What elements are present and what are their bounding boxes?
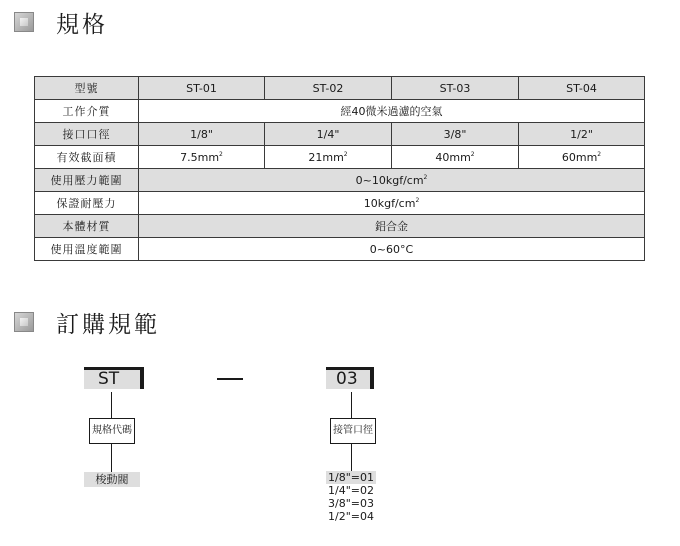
connector-line [351, 392, 352, 418]
table-header-row [35, 77, 645, 100]
header-st01: ST-01 [139, 77, 265, 100]
port-value: 1/8" [139, 123, 265, 146]
row-label-pressure-range: 使用壓力範圍 [35, 169, 139, 192]
port-value: 1/2" [519, 123, 645, 146]
row-label-area: 有效截面積 [35, 146, 139, 169]
spec-section-title: 規格 [56, 12, 108, 38]
row-label-proof-pressure: 保證耐壓力 [35, 192, 139, 215]
proof-pressure-value: $10kgf/cm^2$ [139, 192, 645, 215]
temp-range-value: 0~60°C [139, 238, 645, 261]
row-label-material: 本體材質 [35, 215, 139, 238]
medium-value: 經40微米過濾的空氣 [139, 100, 645, 123]
port-value: 1/4" [265, 123, 392, 146]
list-item: 3/8"=03 [328, 497, 374, 510]
table-row [35, 215, 645, 238]
port-value: 3/8" [392, 123, 519, 146]
separator-dash [217, 378, 243, 380]
connector-line [111, 444, 112, 472]
header-st03: ST-03 [392, 77, 519, 100]
section-square-icon [14, 12, 34, 32]
header-st04: ST-04 [519, 77, 645, 100]
table-row [35, 100, 645, 123]
list-item: 1/2"=04 [328, 510, 374, 523]
label-box-spec-code: 規格代碼 [89, 418, 135, 444]
table-row [35, 123, 645, 146]
spec-table [34, 76, 645, 261]
table-row [35, 238, 645, 261]
table-row [35, 169, 645, 192]
section-square-icon [14, 312, 34, 332]
code-box-port: 03 [326, 367, 374, 389]
area-value: $40mm^2$ [392, 146, 519, 169]
connector-line [351, 444, 352, 472]
header-model: 型號 [35, 77, 139, 100]
row-label-temp-range: 使用溫度範圍 [35, 238, 139, 261]
label-box-port-size: 接管口徑 [330, 418, 376, 444]
pressure-range-value: $0\sim 10kgf/cm^2$ [139, 169, 645, 192]
order-section-title: 訂購規範 [56, 312, 160, 338]
list-item: 1/8"=01 [328, 471, 374, 484]
area-value: $7.5mm^2$ [139, 146, 265, 169]
port-options-list [328, 471, 376, 523]
table-row [35, 146, 645, 169]
connector-line [111, 392, 112, 418]
row-label-port: 接口口徑 [35, 123, 139, 146]
table-row [35, 192, 645, 215]
area-value: $21mm^2$ [265, 146, 392, 169]
row-label-medium: 工作介質 [35, 100, 139, 123]
result-shuttle-valve: 梭動閥 [84, 472, 140, 487]
area-value: $60mm^2$ [519, 146, 645, 169]
header-st02: ST-02 [265, 77, 392, 100]
material-value: 鋁合金 [139, 215, 645, 238]
list-item: 1/4"=02 [328, 484, 374, 497]
code-box-series: ST [84, 367, 144, 389]
